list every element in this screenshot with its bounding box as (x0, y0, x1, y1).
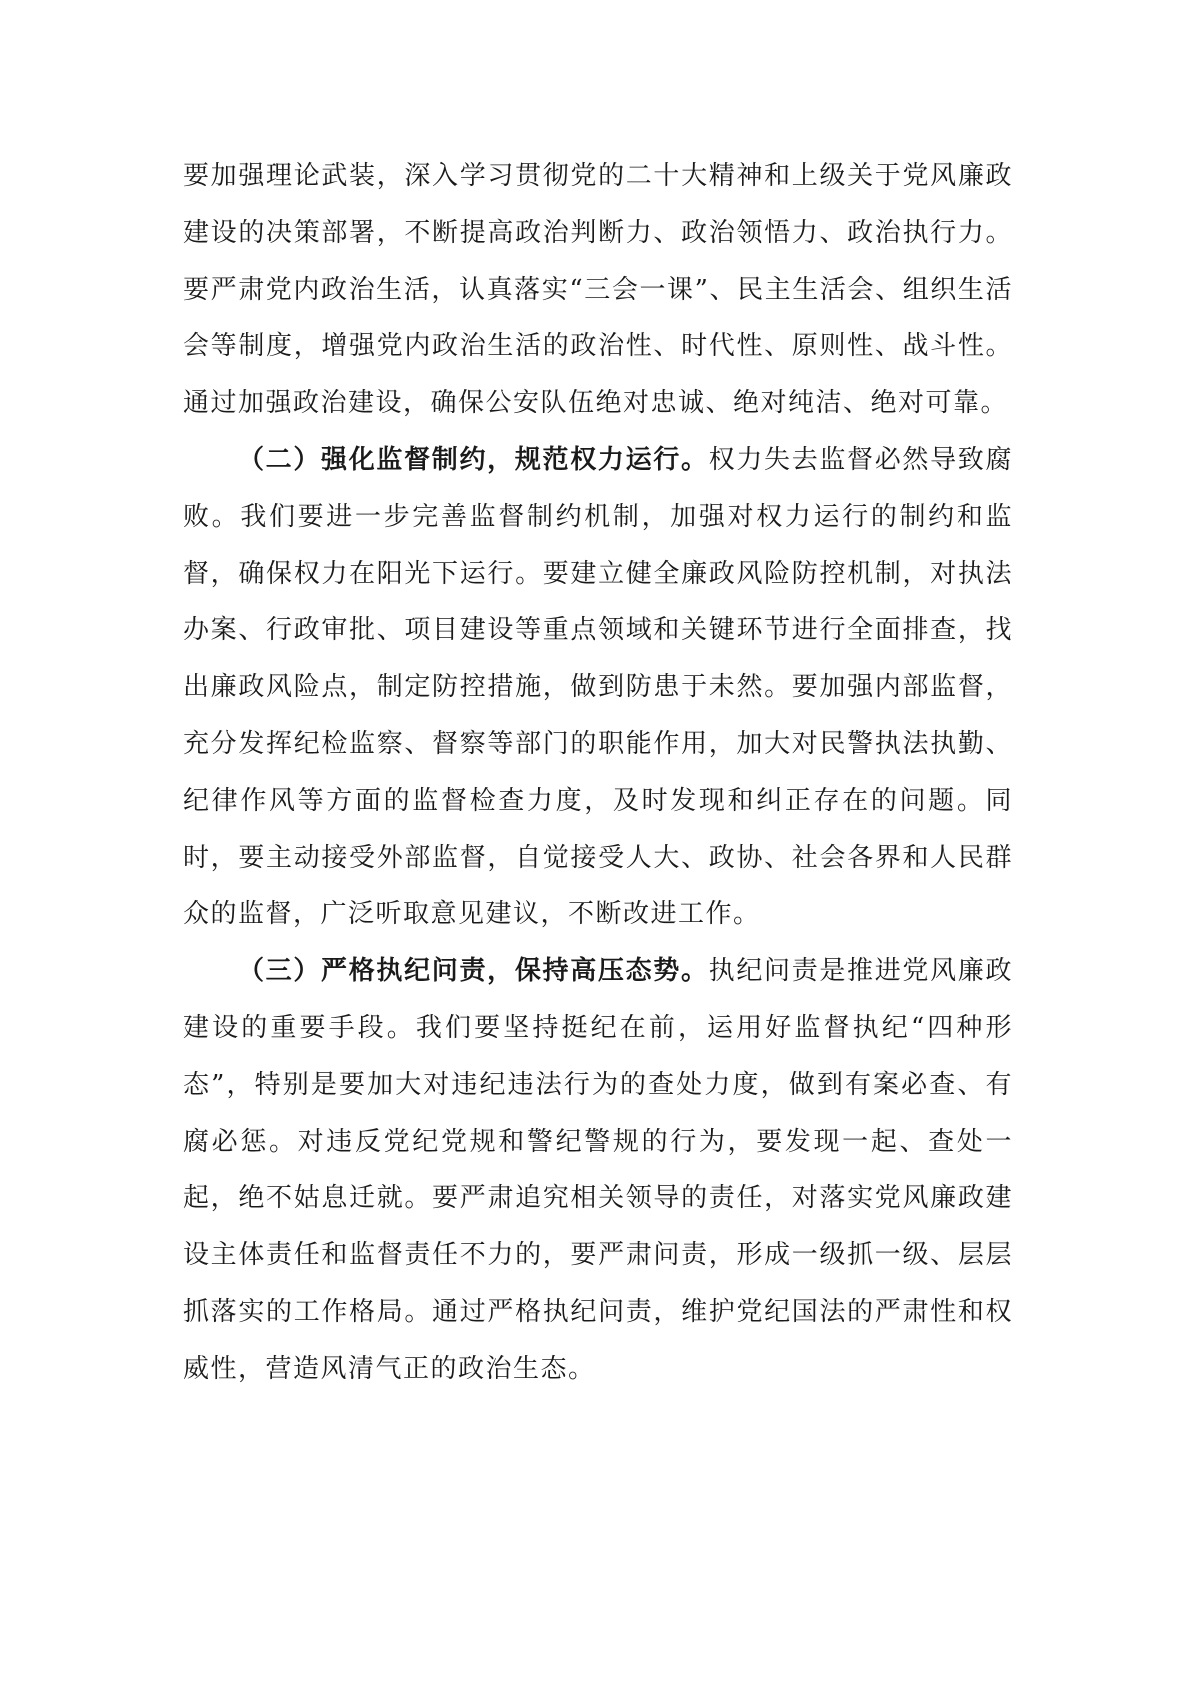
paragraph-supervision (183, 432, 1013, 943)
paragraph-body: 要加强理论武装，深入学习贯彻党的二十大精神和上级关于党风廉政建设的决策部署，不断提高政治判断力、政治领悟力、政治执行力。要严肃党内政治生活，认真落实“三会一课”、民主生活会、组织生活会等制度，增强党内政治生活的政治性、时代性、原则性、战斗性。通过加强政治建设，确保公安队伍绝对忠诚、绝对纯洁、绝对可靠。 (183, 161, 1013, 419)
paragraph-political-building (183, 148, 1013, 432)
section-heading-supervision: （二）强化监督制约，规范权力运行。 (238, 444, 709, 475)
paragraph-accountability (183, 943, 1013, 1397)
section-heading-accountability: （三）严格执纪问责，保持高压态势。 (238, 956, 709, 987)
paragraph-body: 执纪问责是推进党风廉政建设的重要手段。我们要坚持挺纪在前，运用好监督执纪“四种形态”，特别是要加大对违纪违法行为的查处力度，做到有案必查、有腐必惩。对违反党纪党规和警纪警规的行为，要发现一起、查处一起，绝不姑息迁就。要严肃追究相关领导的责任，对落实党风廉政建设主体责任和监督责任不力的，要严肃问责，形成一级抓一级、层层抓落实的工作格局。通过严格执纪问责，维护党纪国法的严肃性和权威性，营造风清气正的政治生态。 (183, 956, 1013, 1384)
paragraph-body: 权力失去监督必然导致腐败。我们要进一步完善监督制约机制，加强对权力运行的制约和监督，确保权力在阳光下运行。要建立健全廉政风险防控机制，对执法办案、行政审批、项目建设等重点领域和关键环节进行全面排查，找出廉政风险点，制定防控措施，做到防患于未然。要加强内部监督，充分发挥纪检监察、督察等部门的职能作用，加大对民警执法执勤、纪律作风等方面的监督检查力度，及时发现和纠正存在的问题。同时，要主动接受外部监督，自觉接受人大、政协、社会各界和人民群众的监督，广泛听取意见建议，不断改进工作。 (183, 444, 1013, 930)
document-page (183, 148, 1013, 1398)
